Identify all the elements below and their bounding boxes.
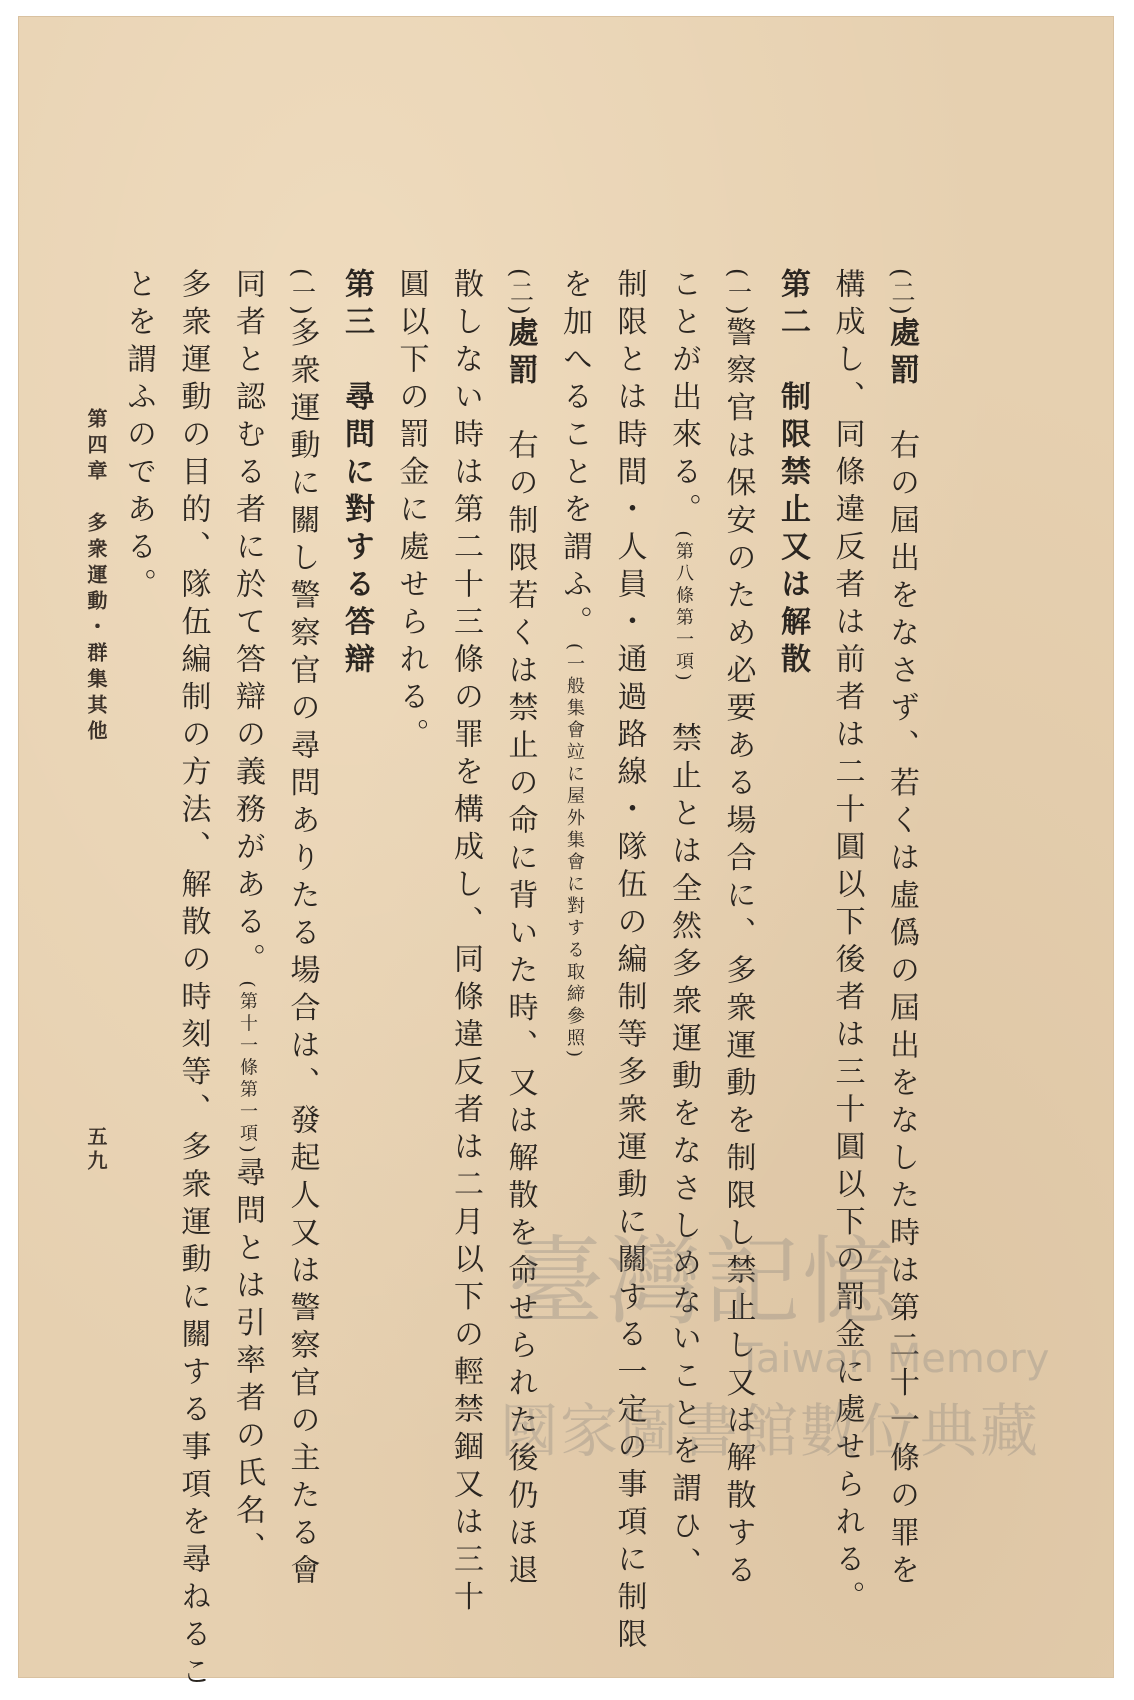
- text-run: 圓以下の罰金に處せられる。: [393, 268, 429, 756]
- running-title: 第四章 多衆運動・群集其他: [84, 408, 108, 746]
- watermark-english: Taiwan Memory: [738, 1336, 1050, 1382]
- citation-note: (一般集會竝に屋外集會に對する取締參照): [564, 643, 585, 1062]
- item-number: (一): [723, 268, 752, 317]
- section-heading: 第二 制限禁止又は解散: [775, 268, 810, 681]
- text-run: 禁止とは全然多衆運動をなさしめないことを謂ひ、: [666, 684, 701, 1585]
- item-number: (二): [887, 268, 915, 317]
- text-run: 右の制限若くは禁止の命に背いた時、又は解散を命せられた後仍ほ退: [502, 391, 538, 1592]
- section-heading: 處罰: [502, 316, 538, 392]
- text-run: 構成し、同條違反者は前者は二十圓以下後者は三十圓以下の罰金に處せられる。: [829, 268, 865, 1618]
- text-run: 同者と認むる者に於て答辯の義務がある。: [230, 268, 265, 981]
- text-column: [121, 268, 156, 606]
- text-column: [339, 268, 374, 681]
- section-heading: 第三 尋問に對する答辯: [339, 268, 374, 681]
- text-column: [284, 268, 320, 1592]
- text-column: [448, 268, 483, 1618]
- page-number: 五九: [84, 1126, 108, 1174]
- text-column: [775, 268, 810, 681]
- text-column: [557, 268, 592, 1062]
- text-run: とを謂ふのである。: [121, 268, 156, 606]
- text-run: 多衆運動に關し警察官の尋問ありたる場合は、發起人又は警察官の主たる會: [284, 316, 320, 1592]
- item-number: (二): [505, 268, 534, 317]
- text-run: 尋問とは引率者の氏名、: [230, 1156, 265, 1570]
- text-column: [230, 268, 265, 1570]
- text-run: 多衆運動の目的、隊伍編制の方法、解散の時刻等、多衆運動に關する事項を尋ねるこ: [175, 268, 211, 1693]
- text-column: [393, 268, 429, 756]
- watermark-logo: 臺灣記憶: [508, 1226, 900, 1338]
- text-run: 右の屆出をなさず、若くは虛僞の屆出をなした時は第二十一條の罪を: [884, 391, 919, 1592]
- item-number: (一): [287, 268, 316, 317]
- text-run: 制限とは時間・人員・通過路線・隊伍の編制等多衆運動に關する一定の事項に制限: [611, 268, 647, 1656]
- citation-note: (第十一條第一項): [237, 980, 258, 1157]
- section-heading: 處罰: [884, 316, 919, 392]
- watermark-organization: 國家圖書館數位典藏: [500, 1397, 1041, 1465]
- text-run: ことが出來る。: [666, 268, 701, 531]
- text-column: [175, 268, 211, 1693]
- text-run: 警察官は保安のため必要ある場合に、多衆運動を制限し禁止し又は解散する: [720, 316, 756, 1592]
- book-page: [18, 16, 1114, 1693]
- text-run: を加へることを謂ふ。: [557, 268, 592, 643]
- citation-note: (第八條第一項): [673, 530, 694, 685]
- text-run: 散しない時は第二十三條の罪を構成し、同條違反者は二月以下の輕禁錮又は三十: [448, 268, 483, 1618]
